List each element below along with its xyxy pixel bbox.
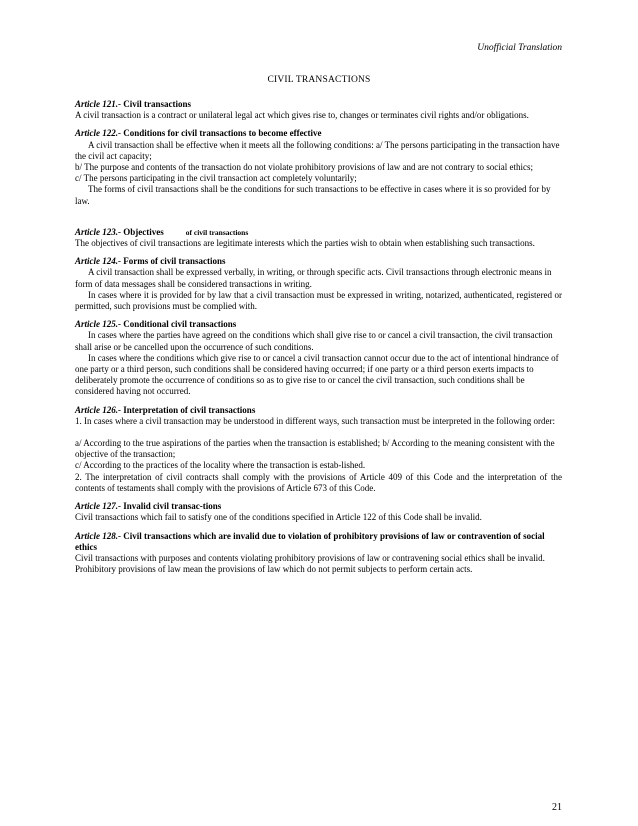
page-number: 21 (552, 802, 562, 812)
article-number: Article 123.- (75, 226, 121, 237)
document-body (75, 99, 562, 582)
article-128 (75, 531, 562, 576)
article-number: Article 128.- (75, 530, 121, 541)
article-paragraph: Civil transactions which fail to satisfy one of the conditions specified in Article 122 of this Code shall be invalid. (75, 512, 482, 523)
article-number: Article 121.- (75, 99, 121, 109)
article-paragraph: c/ The persons participating in the civil transaction act completely voluntarily; (75, 173, 357, 184)
article-paragraph: 2. The interpretation of civil contracts shall comply with the provisions of Article 409 of this Code and the interpretation of the contents of testaments shall comply with the provisions of Article 673 of this Code. (75, 471, 562, 493)
article-paragraph: Civil transactions with purposes and contents violating prohibitory provisions of law or contravening social ethics shall be invalid. (75, 552, 545, 563)
article-number: Article 124.- (75, 256, 121, 267)
article-paragraph: Prohibitory provisions of law mean the provisions of law which do not permit subjects to perform certain acts. (75, 564, 473, 575)
article-number: Article 127.- (75, 501, 121, 512)
translation-note: Unofficial Translation (477, 43, 562, 53)
article-paragraph: 1. In cases where a civil transaction may be understood in different ways, such transaction must be interpreted in the following order: (75, 415, 555, 426)
article-heading (75, 405, 562, 416)
article-title: Invalid civil transac-tions (123, 501, 222, 512)
article-number: Article 126.- (75, 404, 121, 415)
article-heading (75, 501, 562, 512)
article-heading (75, 99, 562, 110)
article-title-suffix: of civil transactions (185, 227, 249, 237)
article-124 (75, 256, 562, 312)
article-heading (75, 227, 562, 238)
article-heading (75, 256, 562, 267)
page-title: CIVIL TRANSACTIONS (267, 75, 371, 85)
article-number: Article 122.- (75, 128, 121, 139)
article-123 (75, 227, 562, 249)
article-paragraph: In cases where the parties have agreed on the conditions which shall give rise to or cancel a civil transaction, the civil transaction shall arise or be cancelled upon the occurrence of such conditions. (75, 330, 553, 352)
article-title: Conditions for civil transactions to become effective (123, 128, 322, 139)
article-paragraph: a/ According to the true aspirations of the parties when the transaction is established; b/ According to the meaning consistent with the objective of the transaction; (75, 438, 555, 460)
article-paragraph: In cases where it is provided for by law that a civil transaction must be expressed in writing, notarized, authenticated, registered or permitted, such provisions must be complied with. (75, 289, 562, 312)
article-paragraph: The objectives of civil transactions are legitimate interests which the parties wish to obtain when establishing such transactions. (75, 238, 535, 249)
article-127 (75, 501, 562, 523)
article-heading (75, 531, 562, 553)
article-paragraph: A civil transaction is a contract or unilateral legal act which gives rise to, changes or terminates civil rights and/or obligations. (75, 110, 529, 121)
article-title: Objectives (123, 226, 164, 237)
article-title: Conditional civil transactions (123, 319, 237, 330)
article-number: Article 125.- (75, 319, 121, 330)
article-122 (75, 128, 562, 206)
article-heading (75, 128, 562, 139)
article-title: Forms of civil transactions (123, 256, 226, 267)
article-heading (75, 319, 562, 330)
article-paragraph: A civil transaction shall be expressed verbally, in writing, or through specific acts. Civil transactions through electronic means in form of data messages shall be considered transactions in writing. (75, 267, 552, 289)
article-125 (75, 319, 562, 397)
article-paragraph: A civil transaction shall be effective when it meets all the following conditions: a/ The persons participating in the transaction have the civil act capacity; (75, 139, 560, 161)
article-121 (75, 99, 562, 121)
article-title: Civil transactions (123, 99, 192, 109)
article-title: Interpretation of civil transactions (123, 404, 256, 415)
article-126 (75, 405, 562, 494)
article-paragraph: In cases where the conditions which give rise to or cancel a civil transaction cannot occur due to the act of intentional hindrance of one party or a third person, such conditions shall be considered having occurred; if one party or a third person exerts impacts to deliberately promote the occurrence of conditions so as to give rise to or cancel the civil transaction, such conditions shall be considered having not occurred. (75, 352, 559, 397)
article-paragraph: c/ According to the practices of the locality where the transaction is estab-lished. (75, 460, 366, 471)
article-paragraph: b/ The purpose and contents of the transaction do not violate prohibitory provisions of law and are not contrary to social ethics; (75, 162, 533, 173)
article-title: Civil transactions which are invalid due to violation of prohibitory provisions of law or contravention of social ethics (75, 530, 545, 552)
article-paragraph: The forms of civil transactions shall be the conditions for such transactions to be effective in cases where it is so provided for by law. (75, 184, 551, 206)
